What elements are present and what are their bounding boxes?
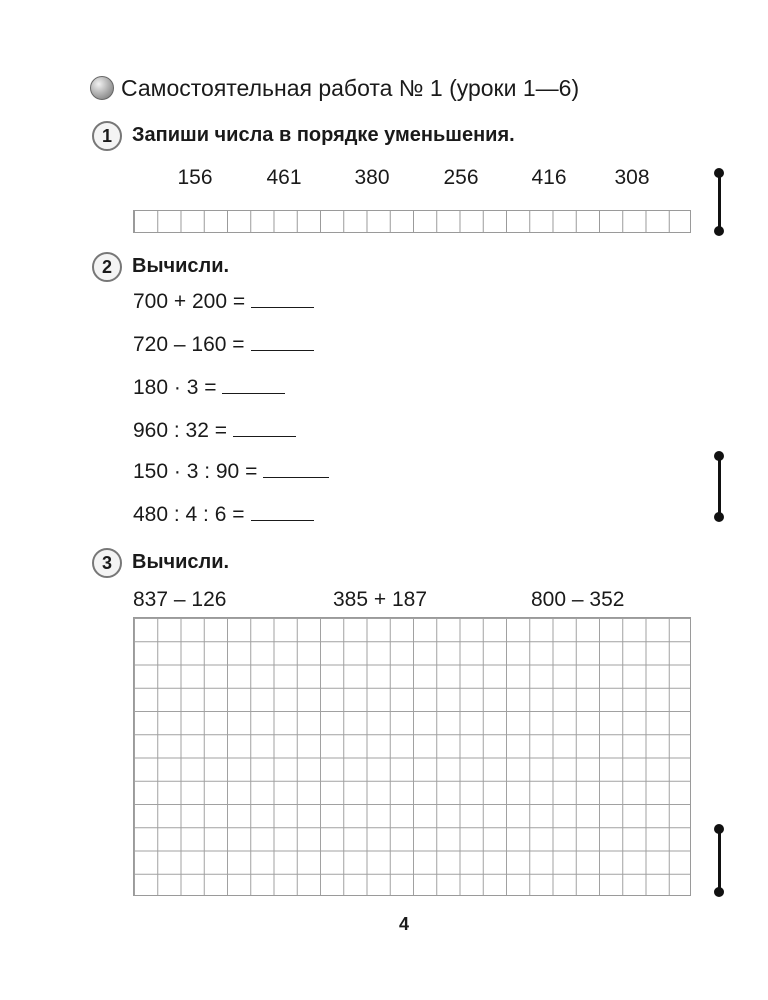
expression-text: 960 : 32 = (133, 419, 227, 442)
task-1-number: 1 (92, 121, 122, 151)
task-3-work-grid[interactable] (133, 617, 691, 896)
expression-row (133, 373, 285, 402)
task-3-number: 3 (92, 548, 122, 578)
expression-row (133, 330, 314, 359)
expression-row (133, 457, 329, 486)
expression-row (133, 500, 314, 529)
answer-blank[interactable] (222, 373, 285, 394)
answer-blank[interactable] (251, 287, 314, 308)
expression-row (133, 416, 296, 445)
answer-blank[interactable] (251, 500, 314, 521)
task-1-number-1: 156 (177, 166, 213, 189)
margin-bracket-2 (713, 455, 725, 518)
task-2-number: 2 (92, 252, 122, 282)
page-title: Самостоятельная работа № 1 (уроки 1—6) (121, 75, 580, 101)
task-1-answer-grid[interactable] (133, 210, 691, 233)
margin-bracket-1 (713, 172, 725, 232)
answer-blank[interactable] (251, 330, 314, 351)
task-1-number-3: 380 (354, 166, 390, 189)
task-1-instruction: Запиши числа в порядке уменьшения. (132, 124, 515, 146)
task-1-number-6: 308 (614, 166, 650, 189)
expression-text: 480 : 4 : 6 = (133, 503, 245, 526)
page-number: 4 (398, 914, 409, 934)
expression-text: 150 · 3 : 90 = (133, 460, 258, 483)
answer-blank[interactable] (233, 416, 296, 437)
task-1-number-5: 416 (531, 166, 567, 189)
answer-blank[interactable] (263, 457, 329, 478)
task-3-expression-2: 385 + 187 (333, 588, 428, 611)
task-3-expression-3: 800 – 352 (531, 588, 625, 611)
task-2-instruction: Вычисли. (132, 255, 230, 277)
title-ball-icon (90, 76, 114, 100)
task-1-number-2: 461 (266, 166, 302, 189)
expression-row (133, 287, 314, 316)
task-3-instruction: Вычисли. (132, 551, 230, 573)
margin-bracket-3 (713, 828, 725, 893)
expression-text: 700 + 200 = (133, 290, 246, 313)
expression-text: 180 · 3 = (133, 376, 217, 399)
expression-text: 720 – 160 = (133, 333, 245, 356)
task-1-number-4: 256 (443, 166, 479, 189)
task-3-expression-1: 837 – 126 (133, 588, 227, 611)
